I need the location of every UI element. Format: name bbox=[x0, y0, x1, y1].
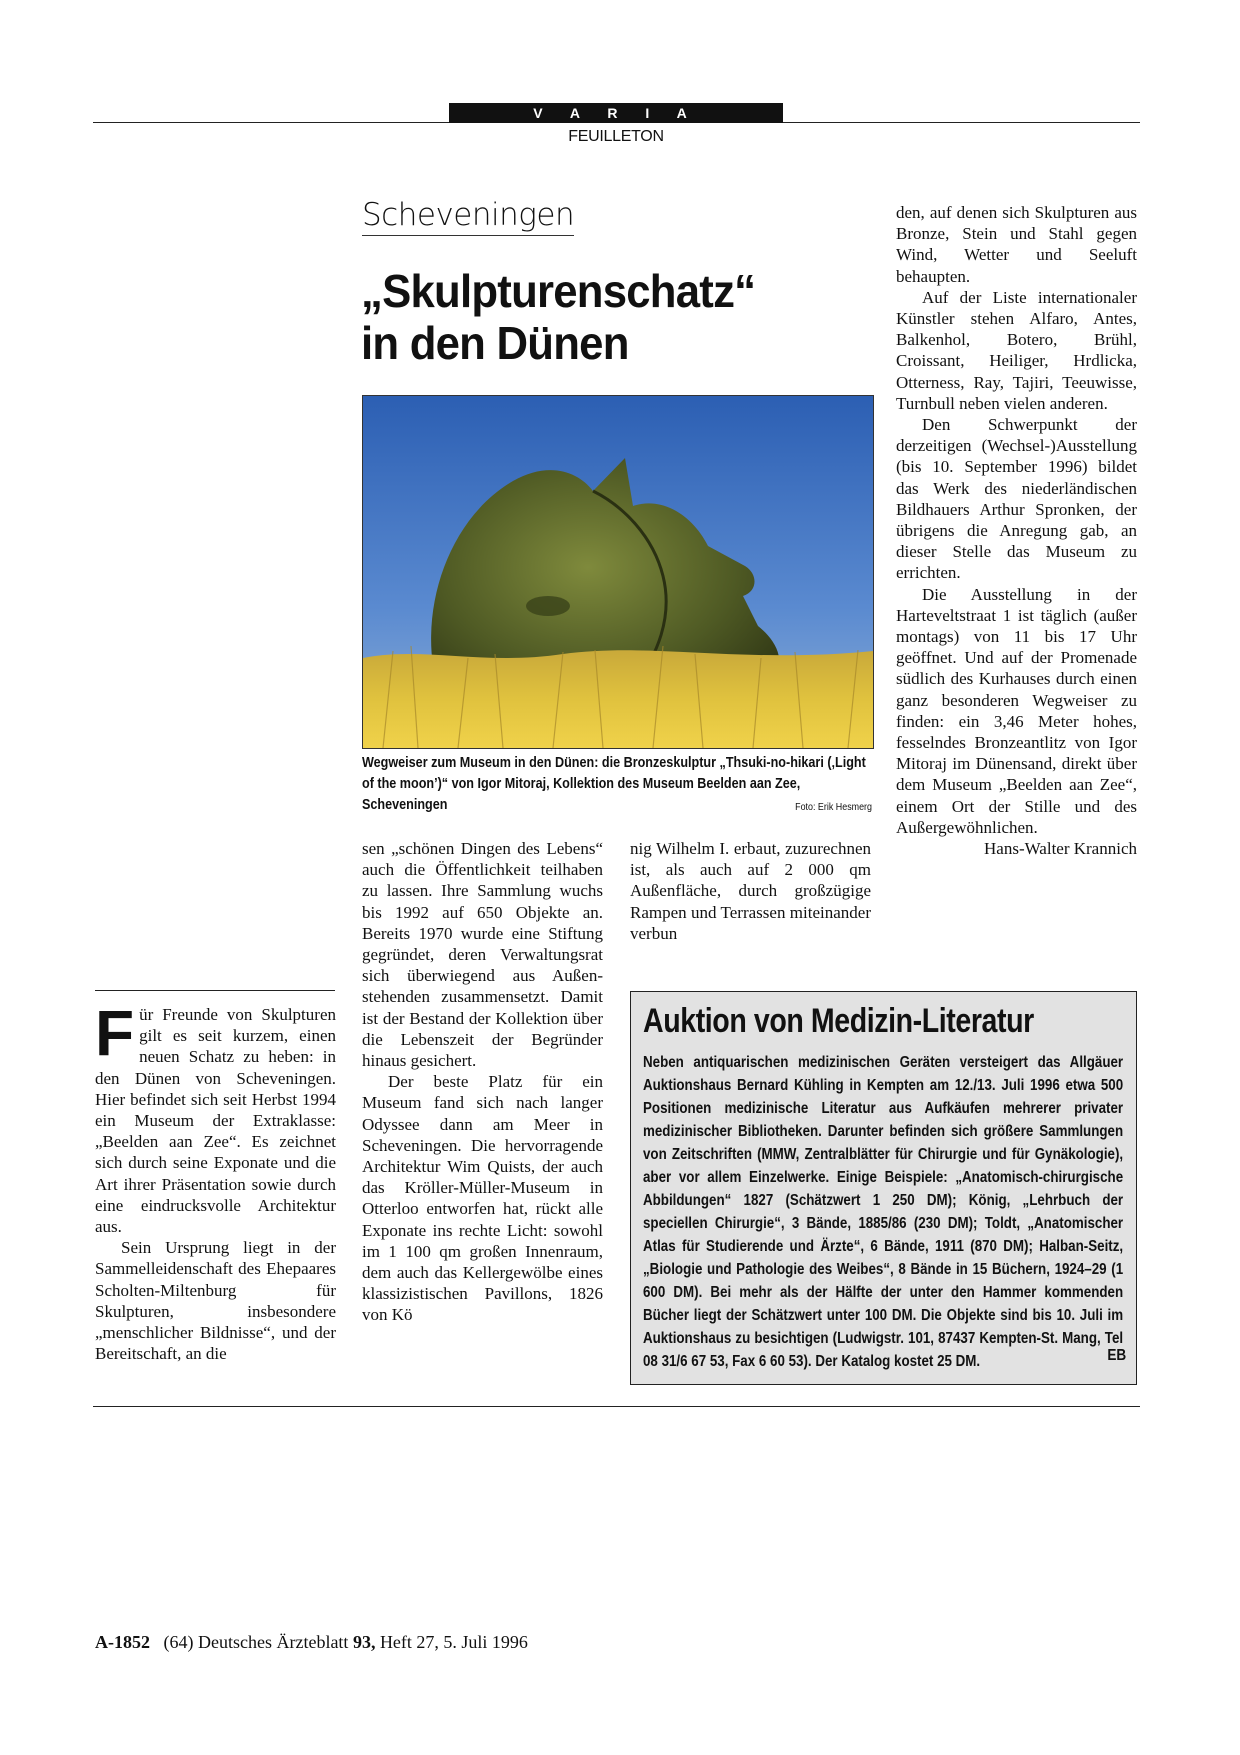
section-label: FEUILLETON bbox=[568, 128, 664, 145]
page-footer bbox=[95, 1632, 528, 1653]
info-box bbox=[630, 991, 1137, 1385]
info-box-title: Auktion von Medizin-Literatur bbox=[643, 1002, 1034, 1040]
article-author: Hans-Walter Krannich bbox=[984, 839, 1137, 859]
article-column-1 bbox=[95, 997, 336, 1364]
sculpture-illustration bbox=[363, 396, 873, 748]
journal-name: (64) Deutsches Ärzteblatt bbox=[163, 1632, 349, 1652]
paragraph: Auf der Liste internationaler Künstler stehen Alfaro, Antes, Balkenhol, Botero, Brühl, Croissant, Heiliger, Hrdlicka, Otterness, Ray, Tajiri, Teeuwisse, Turnbull neben vielen anderen. bbox=[896, 287, 1137, 413]
photo-credit: Foto: Erik Hesmerg bbox=[795, 801, 872, 813]
article-kicker: Scheveningen bbox=[362, 197, 574, 236]
article-column-4 bbox=[896, 202, 1137, 859]
photo-caption: Wegweiser zum Museum in den Dünen: die Bronzeskulptur „Thsuki-no-hikari (‚Light of the moon’)“ von Igor Mitoraj, Kollektion des Museum Beelden aan Zee, Scheveningen bbox=[362, 754, 866, 813]
paragraph-text: ür Freunde von Skulpturen gilt es seit kurzem, einen neuen Schatz zu heben: in den Dünen von Scheveningen. Hier befindet sich seit Herbst 1994 ein Museum der Extraklasse: „Beelden aan Zee“. Es zeichnet sich durch seine Exponate und die Art ihrer Präsentation sowie durch eine eindrucksvolle Architektur aus. bbox=[95, 1005, 336, 1237]
paragraph: Der beste Platz für ein Museum fand sich nach langer Odyssee dann am Meer in Scheveningen. Die hervorragende Architektur Wim Quists, der auch das Kröller-Müller-Museum in Otterloo entworfen hat, rückt alle Exponate ins rechte Licht: sowohl im 1 100 qm großen Innenraum, dem auch das Kellergewölbe eines klassizistischen Pavillons, 1826 von Kö bbox=[362, 1072, 603, 1325]
info-box-body: Neben antiquarischen medizinischen Geräten versteigert das Allgäuer Auktionshaus Bernard Kühling in Kempten am 12./13. Juli 1996 etwa 500 Positionen medizinische Literatur aus Aufkäufen mehrerer privater medizinischer Bibliotheken. Darunter befinden sich größere Sammlungen von Zeitschriften (MMW, Zentralblätter für Chirurgie und für Gynäkologie), aber vor allem Einzelwerke. Einige Beispiele: „Anatomisch-chirurgische Abbildungen“ 1827 (Schätzwert 1 250 DM); König, „Lehrbuch der speciellen Chirurgie“, 3 Bände, 1885/86 (230 DM); Toldt, „Anatomischer Atlas für Studierende und Ärzte“, 6 Bände, 1911 (870 DM); Halban-Seitz, „Biologie und Pathologie des Weibes“, 8 Bände in 15 Büchern, 1924–29 (1 600 DM). Bei mehr als der Hälfte der unter den Hammer kommenden Bücher liegt der Schätzwert unter 100 DM. Die Objekte sind bis 10. Juli im Auktionshaus zu besichtigen (Ludwigstr. 101, 87437 Kempten-St. Mang, Tel 08 31/6 67 53, Fax 6 60 53). Der Katalog kostet 25 DM. bbox=[643, 1054, 1124, 1370]
sculpture-photo bbox=[362, 395, 874, 749]
article-headline bbox=[361, 265, 836, 369]
paragraph: sen „schönen Dingen des Lebens“ auch die Öffentlichkeit teilhaben zu lassen. Ihre Sammlung wuchs bis 1992 auf 650 Objekte an. Bereits 1970 wurde eine Stiftung gegründet, deren Verwaltungsrat sich überwiegend aus Außenstehenden zusammensetzt. Damit ist der Bestand der Kollektion über die Lebenszeit der Begründer hinaus gesichert. bbox=[362, 839, 603, 1071]
article-column-3 bbox=[630, 838, 871, 944]
page-number: A-1852 bbox=[95, 1632, 150, 1652]
info-box-signature: EB bbox=[1107, 1347, 1126, 1364]
section-tag: V A R I A bbox=[449, 103, 783, 123]
bottom-rule bbox=[93, 1406, 1140, 1407]
paragraph: Den Schwerpunkt der derzeitigen (Wechsel-)Ausstellung (bis 10. September 1996) bildet das Werk des niederländischen Bildhauers Arthur Spronken, der übrigens die Anregung gab, an dieser Stelle das Museum zu errichten. bbox=[896, 415, 1137, 583]
paragraph: Sein Ursprung liegt in der Sammelleidenschaft des Ehepaares Scholten-Miltenburg für Skulpturen, insbesondere „menschlicher Bildnisse“, und der Bereitschaft, an die bbox=[95, 1238, 336, 1364]
paragraph bbox=[95, 997, 336, 1237]
headline-line-2: in den Dünen bbox=[361, 317, 629, 369]
journal-issue: Heft 27, 5. Juli 1996 bbox=[379, 1632, 528, 1652]
headline-line-1: „Skulpturenschatz“ bbox=[361, 265, 756, 317]
article-column-2 bbox=[362, 838, 603, 1326]
journal-volume: 93, bbox=[352, 1632, 376, 1652]
paragraph: Die Ausstellung in der Harteveltstraat 1 ist täglich (außer montags) von 11 bis 17 Uhr geöffnet. Und auf der Promenade südlich des Kurhauses durch einen ganz besonderen Wegweiser zu finden: ein 3,46 Meter hohes, fesselndes Bronzeantlitz von Igor Mitoraj im Dünensand, direkt über dem Museum „Beelden aan Zee“, einem Ort der Stille und des Außergewöhnlichen. bbox=[896, 584, 1137, 837]
paragraph: nig Wilhelm I. erbaut, zuzurechnen ist, als auch auf 2 000 qm Außenfläche, durch großzügige Rampen und Terrassen miteinander verbun bbox=[630, 839, 871, 943]
paragraph: den, auf denen sich Skulpturen aus Bronze, Stein und Stahl gegen Wind, Wetter und Seeluft behaupten. bbox=[896, 203, 1137, 286]
drop-cap: F bbox=[95, 997, 135, 1069]
column-rule bbox=[95, 990, 335, 991]
